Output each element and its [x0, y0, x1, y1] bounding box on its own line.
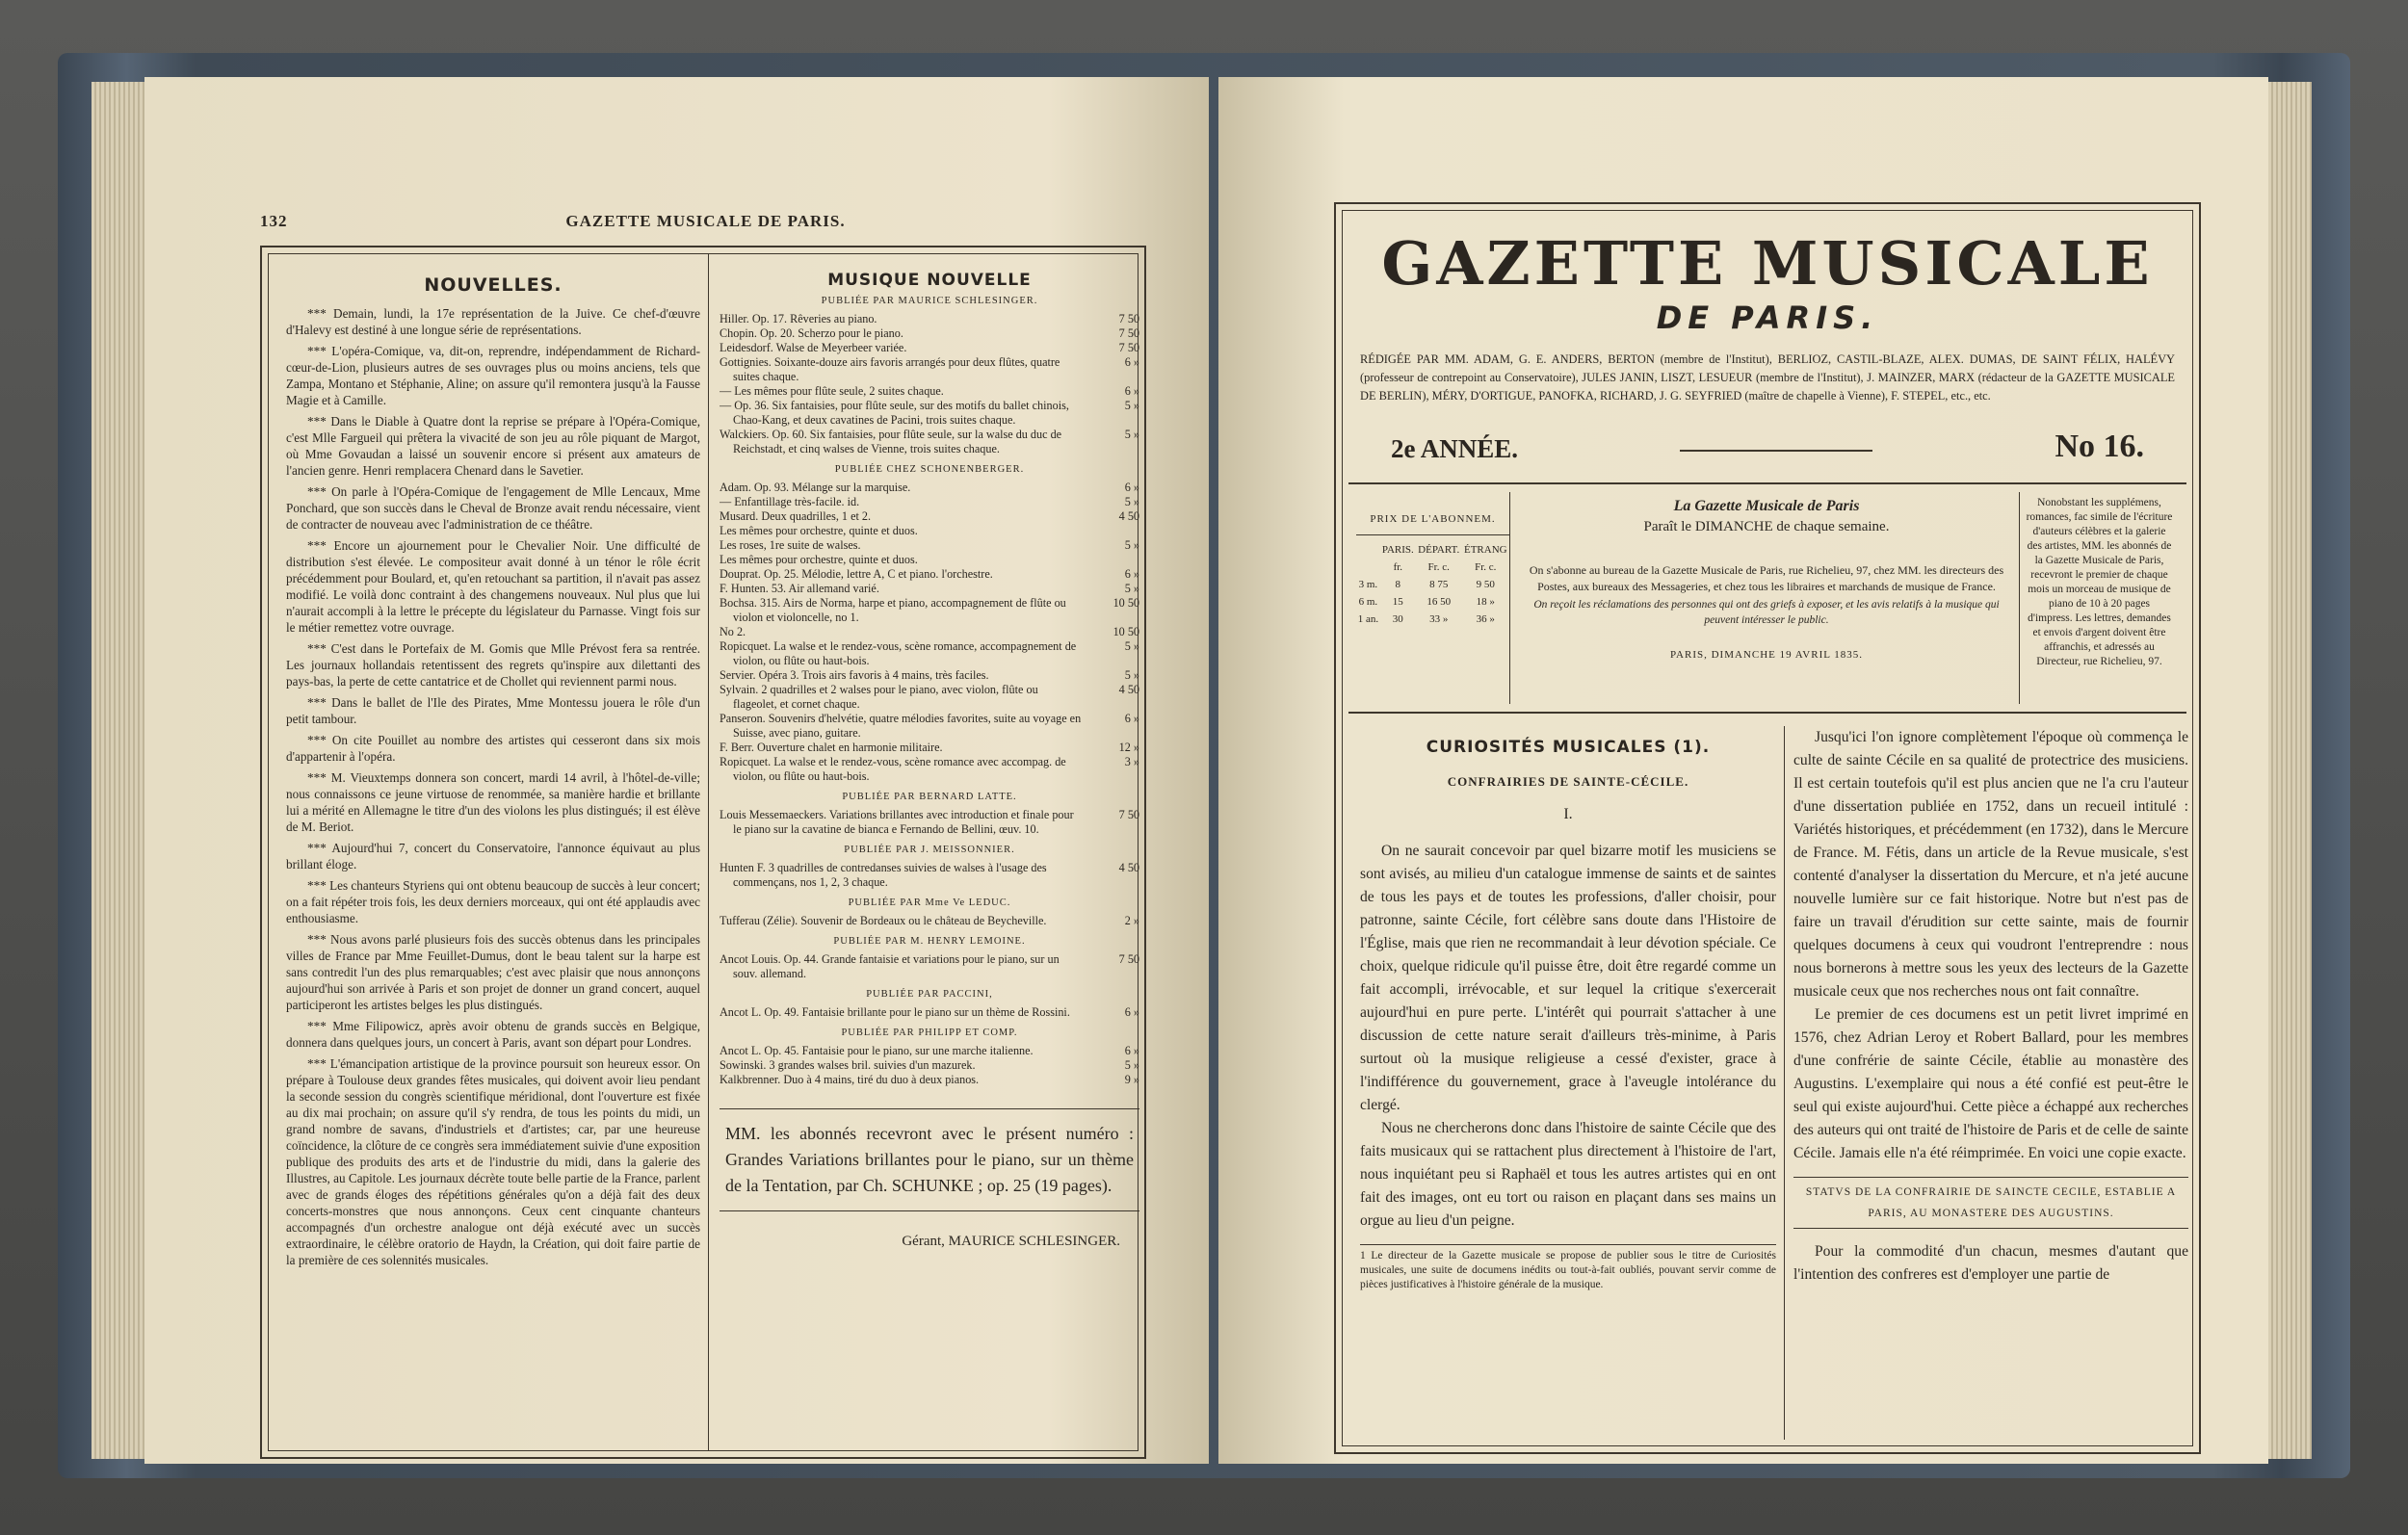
listing-text: Chopin. Op. 20. Scherzo pour le piano.	[720, 326, 903, 340]
price-cell-paris: 8	[1395, 579, 1401, 590]
music-listing	[720, 582, 1139, 596]
price-row	[1356, 576, 1509, 593]
price-cell-depart: 33 »	[1429, 613, 1449, 625]
nouvelle-item: *** Aujourd'hui 7, concert du Conservatoire, l'annonce équivaut au plus brillant éloge.	[286, 841, 700, 872]
listing-price: 7 50	[1118, 341, 1139, 354]
nouvelle-item: *** Dans le Diable à Quatre dont la reprise se prépare à l'Opéra-Comique, c'est Mlle Fargueil qui prêtera la vivacité de son jeu au rôle piquant de Margot, où Mme Govaudan a laissé un souvenir encore si présent aux amateurs de l'ancien genre. Henri remplacera Chenard dans le Savetier.	[286, 414, 700, 478]
music-listing	[720, 312, 1139, 326]
publication-info	[1520, 498, 2013, 661]
listing-text: Bochsa. 315. Airs de Norma, harpe et piano, accompagnement de flûte ou violon et violoncelle, no 1.	[720, 596, 1066, 624]
listing-text: Ancot L. Op. 49. Fantaisie brillante pour le piano sur un thème de Rossini.	[720, 1005, 1070, 1019]
masthead-year: 2e ANNÉE.	[1391, 434, 1519, 463]
footnote: 1 Le directeur de la Gazette musicale se propose de publier sous le titre de Curiosités musicales, une suite de documens inédits ou tout-à-fait oubliés, pouvant servir comme de pièces justificatives à l'histoire générale de la musique.	[1360, 1244, 1776, 1292]
nouvelle-item: *** Mme Filipowicz, après avoir obtenu de grands succès en Belgique, donnera dans quelques jours, un concert à Paris, avant son départ pour Londres.	[286, 1019, 700, 1050]
music-listing	[720, 952, 1139, 981]
price-cell-etrang: 9 50	[1476, 579, 1495, 590]
statvs-heading: STATVS DE LA CONFRAIRIE DE SAINCTE CECILE, ESTABLIE A PARIS, AU MONASTERE DES AUGUSTINS.	[1793, 1177, 2188, 1229]
music-listing	[720, 741, 1139, 755]
article-columns	[1348, 726, 2186, 1440]
nouvelle-item: *** Nous avons parlé plusieurs fois des succès obtenus dans les principales villes de France par Mme Feuillet-Dumus, dont le beau talent sur la harpe est sans contredit l'un des plus remarquables; c'est avec plaisir que nous annonçons aujourd'hui son arrivée à Paris et son projet de donner un grand concert, auquel participeront les artistes belges les plus distingués.	[286, 932, 700, 1012]
listing-price: 5 »	[1124, 668, 1139, 682]
article-title: CURIOSITÉS MUSICALES (1).	[1426, 738, 1711, 757]
publisher-heading: PUBLIÉE PAR PHILIPP ET COMP.	[841, 1028, 1018, 1038]
price-cell-paris: 30	[1392, 613, 1403, 625]
musique-nouvelle-column	[720, 272, 1139, 1446]
music-listing	[720, 712, 1139, 741]
publisher-heading: PUBLIÉE CHEZ SCHONENBERGER.	[834, 464, 1025, 475]
listing-text: Ancot Louis. Op. 44. Grande fantaisie et variations pour le piano, sur un souv. allemand.	[720, 952, 1060, 980]
page-edges-right	[2264, 82, 2312, 1459]
col-etrang: ÉTRANG	[1463, 544, 1507, 556]
music-listing	[720, 567, 1139, 582]
article-col2-paragraphs	[1793, 726, 2188, 1165]
music-listing	[720, 384, 1139, 399]
music-listing	[720, 625, 1139, 639]
listing-price: 9 »	[1124, 1073, 1139, 1086]
music-listing	[720, 668, 1139, 683]
listing-price: 6 »	[1124, 712, 1139, 725]
music-listing	[720, 524, 1139, 538]
music-listing	[720, 1058, 1139, 1073]
publisher-heading: PUBLIÉE PAR BERNARD LATTE.	[842, 792, 1017, 802]
musique-sections	[720, 294, 1139, 1087]
reclamations-info: On reçoit les réclamations des personnes qui ont des griefs à exposer, et les avis relatifs à la musique qui peuvent intéresser le public.	[1533, 599, 2000, 626]
subscriber-notice: MM. les abonnés recevront avec le présent numéro : Grandes Variations brillantes pour le piano, sur un thème de la Tentation, par Ch. SCHUNKE ; op. 25 (19 pages).	[720, 1108, 1139, 1211]
musique-nouvelle-heading: MUSIQUE NOUVELLE	[827, 272, 1032, 290]
music-listing	[720, 1073, 1139, 1087]
article-paragraph: On ne saurait concevoir par quel bizarre motif les musiciens se sont avisés, au milieu d'un catalogue immense de saints et de saintes de tous les pays et de toutes les professions, d'aller choisir, pour patronne, sainte Cécile, fort célèbre sans doute dans l'Histoire de l'Église, mais que rien ne recommandait à leur dévotion spéciale. Ce choix, quelque ridicule qu'il puisse être, doit être regardé comme un fait accompli, irrévocable, et sur lequel la critique s'exercerait aujourd'hui en pure perte. L'intérêt qui pourrait s'attacher à une discussion de cette nature serait d'ailleurs très-minime, à Paris surtout où la musique religieuse a cessé d'exister, grace à l'indifférence du gouvernement, grace à l'aveugle intolérance du clergé.	[1360, 843, 1776, 1113]
masthead-redaction: RÉDIGÉE PAR MM. ADAM, G. E. ANDERS, BERTON (membre de l'Institut), BERLIOZ, CASTIL-BLAZE, ALEX. DUMAS, DE SAINT FÉLIX, HALÉVY (professeur de contrepoint au Conservatoire), JULES JANIN, LISZT, LESUEUR (membre de l'Institut), J. MAINZER, MARX (rédacteur de la GAZETTE MUSICALE DE BERLIN), MÉRY, D'ORTIGUE, PANOFKA, RICHARD, J. G. SEYFRIED (maître de chapelle à Vienne), F. STEPEL, etc., etc.	[1360, 352, 2175, 403]
listing-price: 5 »	[1124, 399, 1139, 412]
publisher-heading: PUBLIÉE PAR J. MEISSONNIER.	[844, 845, 1015, 855]
running-title: GAZETTE MUSICALE DE PARIS.	[565, 212, 846, 230]
price-cell-etrang: 36 »	[1476, 613, 1495, 625]
article-subtitle: CONFRAIRIES DE SAINTE-CÉCILE.	[1447, 774, 1689, 789]
listing-text: F. Hunten. 53. Air allemand varié.	[720, 582, 879, 595]
listing-text: Douprat. Op. 25. Mélodie, lettre A, C et piano. l'orchestre.	[720, 567, 993, 581]
listing-price: 6 »	[1124, 355, 1139, 369]
listing-text: Les mêmes pour orchestre, quinte et duos.	[720, 553, 918, 566]
column-divider	[708, 254, 709, 1450]
price-cell-paris: 15	[1392, 596, 1403, 608]
listing-text: Les mêmes pour orchestre, quinte et duos.	[720, 524, 918, 537]
unit-etrang: Fr. c.	[1475, 561, 1497, 573]
music-listing	[720, 755, 1139, 784]
music-listing	[720, 808, 1139, 837]
listing-price: 6 »	[1124, 481, 1139, 494]
listing-price: 6 »	[1124, 1005, 1139, 1019]
listing-text: Panseron. Souvenirs d'helvétie, quatre mélodies favorites, suite au voyage en Suisse, avec piano, guitare.	[720, 712, 1082, 740]
listing-price: 12 »	[1118, 741, 1139, 754]
music-listing	[720, 914, 1139, 928]
listing-price	[1084, 524, 1139, 538]
price-cell-period: 6 m.	[1358, 596, 1378, 608]
listing-price: 7 50	[1118, 952, 1139, 966]
listing-price: 5 »	[1124, 1058, 1139, 1072]
nouvelle-item: *** On parle à l'Opéra-Comique de l'engagement de Mlle Lencaux, Mme Ponchard, que son succès dans le Cheval de Bronze avait rendu nécessaire, vient de contracter de nouveau avec l'administration de ce théâtre.	[286, 484, 700, 532]
gerant-signature: Gérant, MAURICE SCHLESINGER.	[902, 1234, 1120, 1249]
listing-text: No 2.	[720, 625, 746, 638]
listing-text: Kalkbrenner. Duo à 4 mains, tiré du duo à deux pianos.	[720, 1073, 980, 1086]
listing-text: Walckiers. Op. 60. Six fantaisies, pour flûte seule, sur la walse du duc de Reichstadt, et cinq walses de Vienne, trois suites chaque.	[720, 428, 1062, 455]
listing-text: — Les mêmes pour flûte seule, 2 suites chaque.	[720, 384, 944, 398]
right-page	[1218, 77, 2268, 1464]
price-table-block	[1356, 492, 1510, 704]
listing-price: 4 50	[1118, 861, 1139, 874]
listing-price: 5 »	[1124, 428, 1139, 441]
price-heading: PRIX DE L'ABONNEM.	[1356, 492, 1509, 535]
nouvelle-item: *** Dans le ballet de l'Ile des Pirates, Mme Montessu jouera le rôle d'un petit tambour.	[286, 695, 700, 726]
listing-price: 6 »	[1124, 567, 1139, 581]
music-listing	[720, 341, 1139, 355]
listing-text: Leidesdorf. Walse de Meyerbeer variée.	[720, 341, 907, 354]
music-listing	[720, 683, 1139, 712]
article-section-number: I.	[1563, 806, 1573, 822]
music-listing	[720, 509, 1139, 524]
listing-price: 5 »	[1124, 495, 1139, 508]
article-paragraph: Le premier de ces documens est un petit livret imprimé en 1576, chez Adrian Leroy et Robert Ballard, pour les membres d'une confrérie de sainte Cécile, établie au monastère des Augustins. L'exemplaire qui nous a été confié est peut-être le seul qui existe aujourd'hui. Cette pièce a échappé aux recherches des auteurs qui ont traité de l'histoire de Paris et de celle de sainte Cécile. Jamais elle n'a été réimprimée. En voici une copie exacte.	[1793, 1006, 2188, 1161]
listing-price: 10 50	[1112, 625, 1139, 638]
nouvelle-item: *** Les chanteurs Styriens qui ont obtenu beaucoup de succès à leur concert; on a fait répéter trois fois, les deux derniers morceaux, qui ont été applaudis avec enthousiasme.	[286, 878, 700, 925]
music-listing	[720, 481, 1139, 495]
price-cell-etrang: 18 »	[1476, 596, 1495, 608]
nouvelles-list	[286, 305, 700, 1268]
music-listing	[720, 428, 1139, 456]
music-listing	[720, 326, 1139, 341]
listing-text: Ropicquet. La walse et le rendez-vous, scène romance avec accompag. de violon, ou flûte ou haut-bois.	[720, 755, 1066, 783]
nouvelles-heading: NOUVELLES.	[424, 274, 563, 296]
nouvelle-item: *** Demain, lundi, la 17e représentation de la Juive. Ce chef-d'œuvre d'Halevy est destiné à une longue série de représentations.	[286, 306, 700, 337]
col-paris: PARIS.	[1381, 544, 1414, 556]
publication-schedule: Paraît le DIMANCHE de chaque semaine.	[1643, 519, 1890, 534]
music-listing	[720, 399, 1139, 428]
nouvelle-item: *** L'opéra-Comique, va, dit-on, reprendre, indépendamment de Richard-cœur-de-Lion, plusieurs autres de ses ouvrages plus ou moins anciens, tels que Zampa, Montano et Stéphanie, Aline; on assure qu'il remontera jusqu'à la Fausse Magie et à Camille.	[286, 344, 700, 407]
price-row	[1356, 593, 1509, 611]
listing-text: Ancot L. Op. 45. Fantaisie pour le piano, sur une marche italienne.	[720, 1044, 1034, 1057]
listing-price: 7 50	[1118, 326, 1139, 340]
publisher-heading: PUBLIÉE PAR Mme Ve LEDUC.	[848, 898, 1011, 908]
article-paragraph: Nous ne chercherons donc dans l'histoire de sainte Cécile que des faits musicaux qui se rattachent plus directement à l'histoire de l'art, nous inquiétant peu si Raphaël et tous les autres artistes qui en ont fait des images, ont eu tort ou raison en plaçant dans ses mains un orgue au lieu d'un peigne.	[1360, 1120, 1776, 1229]
unit-depart: Fr. c.	[1427, 561, 1450, 573]
listing-text: Tufferau (Zélie). Souvenir de Bordeaux ou le château de Beycheville.	[720, 914, 1047, 927]
listing-text: Sylvain. 2 quadrilles et 2 walses pour le piano, avec violon, flûte ou flageolet, et cornet chaque.	[720, 683, 1038, 711]
publisher-heading: PUBLIÉE PAR M. HENRY LEMOINE.	[833, 936, 1026, 947]
listing-price: 7 50	[1118, 808, 1139, 821]
listing-text: Hunten F. 3 quadrilles de contredanses suivies de walses à l'usage des commençans, nos 1, 2, 3 chaque.	[720, 861, 1047, 889]
listing-text: — Enfantillage très-facile. id.	[720, 495, 860, 508]
side-notice: Nonobstant les supplémens, romances, fac simile de l'écriture d'auteurs célèbres et la galerie des artistes, MM. les abonnés de la Gazette Musicale de Paris, recevront le premier de chaque mois un morceau de musique de piano de 10 à 20 pages d'impress. Les lettres, demandes et envois d'argent doivent être affranchis, et adressés au Directeur, rue Richelieu, 97.	[2019, 492, 2179, 704]
unit-paris: fr.	[1393, 561, 1403, 573]
music-listing	[720, 495, 1139, 509]
listing-text: F. Berr. Ouverture chalet en harmonie militaire.	[720, 741, 943, 754]
article-column-2	[1793, 726, 2188, 1440]
listing-price: 7 50	[1118, 312, 1139, 325]
article-column-divider	[1784, 726, 1785, 1440]
ornament-rule	[1680, 450, 1872, 452]
page-edges-left	[92, 82, 149, 1459]
nouvelle-item: *** Encore un ajournement pour le Chevalier Noir. Une difficulté de distribution s'est élevée. Le compositeur avait donné à un ténor le rôle écrit précédemment pour Boulard, et, qu'en retouchant sa partition, il n'avait pas assez modifié. Le voilà donc contraint à des changemens nouveaux. Nul plus que lui n'aurait accompli à la lettre le précepte du législateur du Parnasse. Vingt fois sur le métier remettez votre ouvrage.	[286, 538, 700, 635]
listing-price: 5 »	[1124, 639, 1139, 653]
abonnement-info: On s'abonne au bureau de la Gazette Musicale de Paris, rue Richelieu, 97, chez MM. les directeurs des Postes, aux bureaux des Messageries, et chez tous les libraires et marchands de musique de France.	[1529, 563, 2004, 593]
listing-text: Louis Messemaeckers. Variations brillantes avec introduction et finale pour le piano sur la cavatine de bianca e Fernando de Bellini, œuv. 10.	[720, 808, 1074, 836]
front-page-frame	[1334, 202, 2201, 1454]
masthead-subtitle: DE PARIS.	[1656, 299, 1879, 336]
article-closing-paragraph: Pour la commodité d'un chacun, mesmes d'autant que l'intention des confreres est d'employer une partie de	[1793, 1243, 2188, 1283]
nouvelles-column	[286, 272, 700, 1446]
left-page	[144, 77, 1209, 1464]
nouvelle-item: *** On cite Pouillet au nombre des artistes qui cesseront dans six mois d'appartenir à l'opéra.	[286, 733, 700, 764]
music-listing	[720, 596, 1139, 625]
listing-text: Gottignies. Soixante-douze airs favoris arrangés pour deux flûtes, quatre suites chaque.	[720, 355, 1060, 383]
nouvelle-item: *** M. Vieuxtemps donnera son concert, mardi 14 avril, à l'hôtel-de-ville; nous connaissons ce jeune virtuose de renommée, sa manière hardie et brillante lui a mérité en Allemagne le titre d'un des violons les plus distingués; il est élève de M. Beriot.	[286, 770, 700, 834]
music-listing	[720, 355, 1139, 384]
listing-text: Sowinski. 3 grandes walses bril. suivies d'un mazurek.	[720, 1058, 976, 1072]
music-listing	[720, 861, 1139, 890]
article-col1-paragraphs	[1360, 840, 1776, 1233]
music-listing	[720, 639, 1139, 668]
subscription-box	[1348, 482, 2186, 714]
price-cell-period: 3 m.	[1358, 579, 1378, 590]
price-table	[1356, 541, 1509, 628]
music-listing	[720, 538, 1139, 553]
price-cell-period: 1 an.	[1357, 613, 1379, 625]
article-paragraph: Jusqu'ici l'on ignore complètement l'époque où commença le culte de sainte Cécile en sa qualité de protectrice des musiciens. Il est certain toutefois qu'il est plus ancien que ne l'a cru l'auteur d'une dissertation publiée en 1752, dans un recueil intitulé : Variétés historiques, et précédemment (en 1732), dans le Mercure de France. M. Fétis, dans un article de la Revue musicale, s'est contenté d'analyser la dissertation du Mercure, et n'a jeté aucune nouvelle lumière sur ce fait historique. Notre but n'est pas de faire un travail d'érudition sur cette sainte, mais de fournir quelques documens à ceux qui voudront l'entreprendre : nous nous bornerons à mettre sous les yeux des lecteurs de la Gazette musicale ceux que nos recherches nous ont fait connaître.	[1793, 729, 2188, 1000]
page-number: 132	[260, 212, 288, 230]
price-row	[1356, 611, 1509, 628]
listing-price: 2 »	[1124, 914, 1139, 927]
listing-text: Adam. Op. 93. Mélange sur la marquise.	[720, 481, 911, 494]
listing-price: 10 50	[1112, 596, 1139, 610]
music-listing	[720, 553, 1139, 567]
listing-price: 6 »	[1124, 1044, 1139, 1057]
dateline: PARIS, DIMANCHE 19 AVRIL 1835.	[1669, 649, 1864, 661]
listing-text: Hiller. Op. 17. Rêveries au piano.	[720, 312, 877, 325]
listing-price: 5 »	[1124, 538, 1139, 552]
publisher-heading: PUBLIÉE PAR PACCINI,	[866, 989, 993, 1000]
left-page-frame	[260, 246, 1146, 1459]
publication-name: La Gazette Musicale de Paris	[1673, 498, 1860, 514]
listing-text: Les roses, 1re suite de walses.	[720, 538, 861, 552]
listing-text: Ropicquet. La walse et le rendez-vous, scène romance, accompagnement de violon, ou flûte ou haut-bois.	[720, 639, 1077, 667]
listing-text: Musard. Deux quadrilles, 1 et 2.	[720, 509, 872, 523]
listing-text: Servier. Opéra 3. Trois airs favoris à 4 mains, très faciles.	[720, 668, 989, 682]
price-cell-depart: 16 50	[1426, 596, 1452, 608]
issue-number: No 16.	[2055, 429, 2144, 464]
publisher-heading: PUBLIÉE PAR MAURICE SCHLESINGER.	[821, 296, 1038, 306]
masthead-title: GAZETTE MUSICALE	[1381, 228, 2154, 299]
listing-price: 4 50	[1118, 509, 1139, 523]
music-listing	[720, 1005, 1139, 1020]
nouvelle-item: *** L'émancipation artistique de la province poursuit son heureux essor. On prépare à Toulouse deux grandes fêtes musicales, qui doivent avoir lieu pendant la seconde session du congrès scientifique méridional, dont l'ouverture est fixée au dix mai prochain; on assure qu'il s'y rendra, de tous les points du midi, un grand nombre de savans, d'industriels et d'artistes; car, par une heureuse coïncidence, la clôture de ce congrès sera immédiatement suivie d'une exposition publique des produits des arts et de l'industrie du midi, dans la galerie des Illustres, au Capitole. Les journaux décrète toute belle partie de la France, parlent avec de grands éloges des répétitions générales qu'on a déjà fait des deux concerts-monstres que nous annonçons. Ceux cent cinquante chanteurs accompagnés d'un orchestre analogue ont déjà exécuté avec un succès extraordinaire, le célèbre oratorio de Haydn, la Création, qui doit faire partie de la première de ces solennités musicales.	[286, 1056, 700, 1267]
nouvelle-item: *** C'est dans le Portefaix de M. Gomis que Mlle Prévost fera sa rentrée. Les journaux hollandais retentissent des regrets qu'inspire aux dilettanti des pays-bas, la perte de cette cantatrice et de Chollet qui reviennent parmi nous.	[286, 641, 700, 689]
price-cell-depart: 8 75	[1429, 579, 1449, 590]
listing-price	[1084, 553, 1139, 567]
listing-price: 6 »	[1124, 384, 1139, 398]
listing-price: 5 »	[1124, 582, 1139, 595]
listing-price: 4 50	[1118, 683, 1139, 696]
col-depart: DÉPART.	[1418, 544, 1460, 556]
listing-price: 3 »	[1124, 755, 1139, 768]
music-listing	[720, 1044, 1139, 1058]
article-column-1	[1360, 726, 1776, 1440]
listing-text: — Op. 36. Six fantaisies, pour flûte seule, sur des motifs du ballet chinois, Chao-Kang, et deux cavatines de Pacini, trois suites chaque.	[720, 399, 1069, 427]
